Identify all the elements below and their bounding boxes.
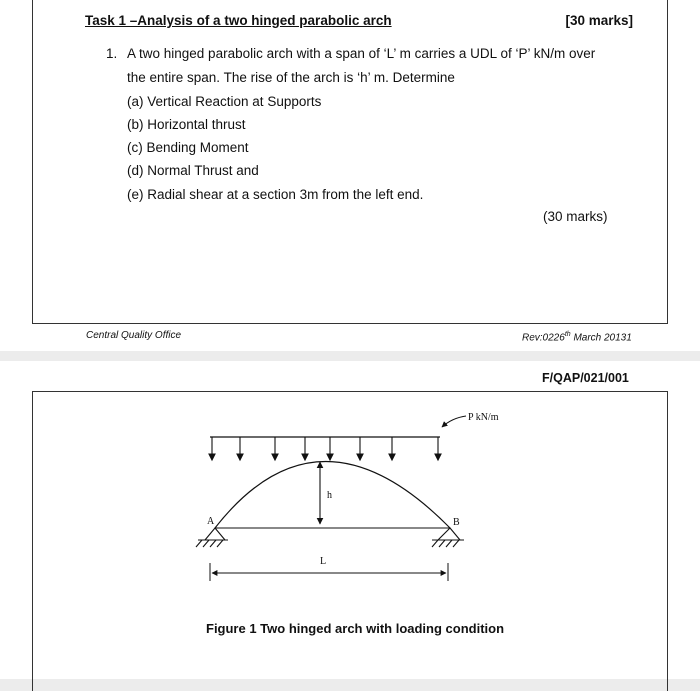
footer-rev-sup: th — [564, 331, 571, 338]
support-a-label: A — [207, 516, 215, 527]
figure-caption: Figure 1 Two hinged arch with loading condition — [206, 621, 505, 636]
question-part-b: (b) Horizontal thrust — [127, 117, 246, 132]
question-number: 1. — [106, 46, 118, 61]
footer-rev-prefix: Rev:0226 — [522, 332, 565, 344]
rise-label: h — [327, 490, 332, 501]
question-part-d: (d) Normal Thrust and — [127, 163, 259, 178]
support-a — [196, 528, 228, 547]
document-code: F/QAP/021/001 — [542, 371, 629, 385]
question-part-a: (a) Vertical Reaction at Supports — [127, 94, 322, 109]
question-part-e: (e) Radial shear at a section 3m from the left end. — [127, 187, 424, 202]
footer-office: Central Quality Office — [86, 330, 182, 341]
footer-revision — [522, 331, 632, 343]
load-label: P kN/m — [468, 412, 499, 423]
question-part-c: (c) Bending Moment — [127, 140, 249, 155]
question-text-line-1: A two hinged parabolic arch with a span of ‘L’ m carries a UDL of ‘P’ kN/m over — [127, 46, 596, 61]
udl-load — [209, 416, 466, 460]
task-marks: [30 marks] — [565, 13, 633, 28]
question-marks: (30 marks) — [543, 209, 608, 224]
arch-curve — [215, 462, 450, 529]
span-label: L — [320, 556, 327, 567]
task-title: Task 1 –Analysis of a two hinged parabolic arch — [85, 13, 392, 28]
support-b-label: B — [453, 517, 460, 528]
footer-rev-date: March 20131 — [573, 332, 632, 344]
question-text-line-2: the entire span. The rise of the arch is ‘h’ m. Determine — [127, 70, 455, 85]
support-b — [432, 528, 464, 547]
arch-figure — [180, 400, 500, 590]
